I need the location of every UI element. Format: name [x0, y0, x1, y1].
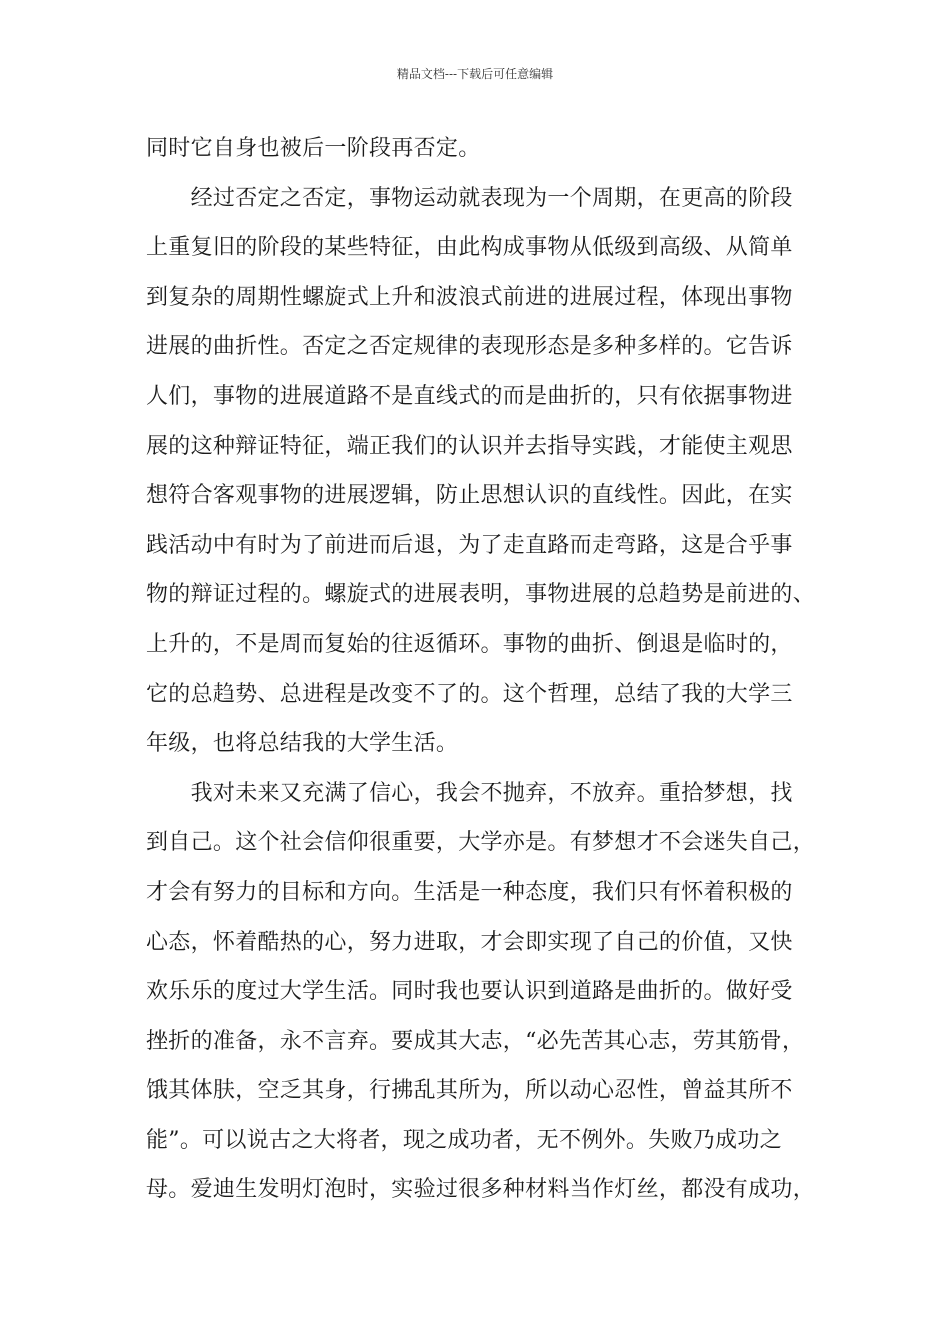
text-line: 母。爱迪生发明灯泡时，实验过很多种材料当作灯丝，都没有成功， [146, 1177, 816, 1203]
text-line: 经过否定之否定，事物运动就表现为一个周期，在更高的阶段 [146, 185, 793, 211]
text-line: 挫折的准备，永不言弃。要成其大志，“必先苦其心志，劳其筋骨， [146, 1028, 805, 1054]
text-line: 上升的，不是周而复始的往返循环。事物的曲折、倒退是临时的， [146, 631, 793, 657]
text-line: 欢乐乐的度过大学生活。同时我也要认识到道路是曲折的。做好受 [146, 979, 793, 1005]
document-body [146, 124, 816, 1215]
text-line: 同时它自身也被后一阶段再否定。 [146, 136, 481, 161]
text-line: 到自己。这个社会信仰很重要，大学亦是。有梦想才不会迷失自己， [146, 830, 816, 856]
text-line: 才会有努力的目标和方向。生活是一种态度，我们只有怀着积极的 [146, 879, 793, 905]
text-line: 展的这种辩证特征，端正我们的认识并去指导实践，才能使主观思 [146, 433, 793, 459]
text-line: 能”。可以说古之大将者，现之成功者，无不例外。失败乃成功之 [146, 1127, 782, 1153]
text-line: 饿其体肤，空乏其身，行拂乱其所为，所以动心忍性，曾益其所不 [146, 1078, 793, 1104]
text-line: 进展的曲折性。否定之否定规律的表现形态是多种多样的。它告诉 [146, 334, 793, 360]
text-line: 想符合客观事物的进展逻辑，防止思想认识的直线性。因此，在实 [146, 483, 793, 509]
text-line: 它的总趋势、总进程是改变不了的。这个哲理，总结了我的大学三 [146, 681, 793, 707]
text-line: 践活动中有时为了前进而后退，为了走直路而走弯路，这是合乎事 [146, 532, 793, 558]
text-line: 心态，怀着酷热的心，努力进取，才会即实现了自己的价值，又快 [146, 929, 793, 955]
text-line: 人们，事物的进展道路不是直线式的而是曲折的，只有依据事物进 [146, 383, 793, 409]
text-line: 年级，也将总结我的大学生活。 [146, 731, 459, 757]
text-line: 上重复旧的阶段的某些特征，由此构成事物从低级到高级、从简单 [146, 235, 793, 261]
page-header: 精品文档---下载后可任意编辑 [396, 67, 554, 81]
text-line: 我对未来又充满了信心，我会不抛弃，不放弃。重拾梦想，找 [146, 780, 793, 806]
text-line: 物的辩证过程的。螺旋式的进展表明，事物进展的总趋势是前进的、 [146, 582, 816, 608]
text-line: 到复杂的周期性螺旋式上升和波浪式前进的进展过程，体现出事物 [146, 284, 793, 310]
